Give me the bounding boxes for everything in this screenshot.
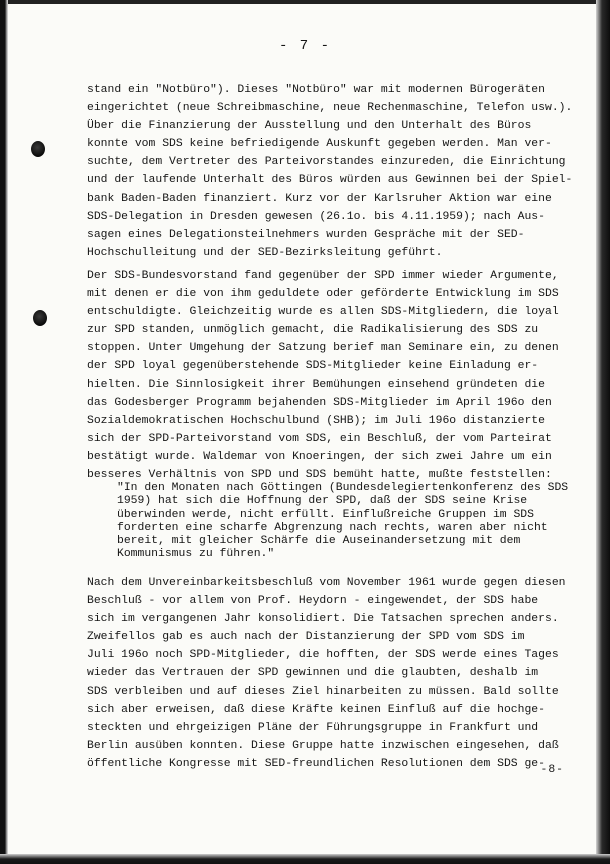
next-page-marker: -8- [540,764,564,776]
text-line: sagen eines Delegationsteilnehmers wurden Gespräche mit der SED- [87,228,525,241]
text-line: eingerichtet (neue Schreibmaschine, neue Rechenmaschine, Telefon usw.). [87,102,573,115]
text-line: zur SPD standen, unmöglich gemacht, die Radikalisierung des SDS zu [87,324,539,337]
text-line: und der laufende Unterhalt des Büros würden aus Gewinnen bei der Spiel- [87,174,573,187]
text-line: SDS verbleiben und auf dieses Ziel hinarbeiten zu müssen. Bald sollte [87,685,559,698]
page-number: - 7 - [278,38,331,54]
punch-hole [31,141,45,157]
text-line: stoppen. Unter Umgehung der Satzung berief man Seminare ein, zu denen [87,342,559,355]
quote-line: 1959) hat sich die Hoffnung der SPD, daß der SDS seine Krise [117,495,528,508]
text-line: Hochschulleitung und der SED-Bezirksleitung geführt. [87,246,443,259]
quote-line: forderten eine scharfe Abgrenzung nach rechts, waren aber nicht [117,521,548,534]
text-line: entschuldigte. Gleichzeitig wurde es allen SDS-Mitgliedern, die loyal [87,306,559,319]
punch-hole [33,310,47,326]
scan-right-edge [596,0,610,864]
text-line: steckten und ehrgeizigen Pläne der Führungsgruppe in Frankfurt und [87,721,539,734]
text-line: wieder das Vertrauen der SPD gewinnen und die glaubten, deshalb im [87,667,539,680]
text-line: hielten. Die Sinnlosigkeit ihrer Bemühungen einsehend gründeten die [87,378,545,391]
text-line: Der SDS-Bundesvorstand fand gegenüber der SPD immer wieder Argumente, [87,270,559,282]
text-line: sich aber erweisen, daß diese Kräfte keinen Einfluß auf die hochge- [87,703,545,716]
scan-top-edge [0,0,610,4]
text-line: Sozialdemokratischen Hochschulbund (SHB); im Juli 196o distanzierte [87,414,545,427]
text-line: stand ein "Notbüro"). Dieses "Notbüro" war mit modernen Bürogeräten [87,84,545,96]
text-line: sich der SPD-Parteivorstand vom SDS, ein Beschluß, der vom Parteirat [87,432,552,445]
text-line: sich im vergangenen Jahr konsolidiert. Die Tatsachen sprechen anders. [87,613,559,626]
scan-left-edge [0,0,8,864]
text-line: bank Baden-Baden finanziert. Kurz vor der Karlsruher Aktion war eine [87,192,552,205]
text-line: mit denen er die von ihm geduldete oder geförderte Entwicklung im SDS [87,288,559,301]
quote-line: bereit, mit gleicher Schärfe die Auseinandersetzung mit dem [117,535,521,548]
text-line: konnte vom SDS keine befriedigende Auskunft gegeben werden. Man ver- [87,138,552,151]
paragraph-1 [87,81,575,262]
text-line: Beschluß - vor allem von Prof. Heydorn - eingewendet, der SDS habe [87,595,539,608]
quote-line: "In den Monaten nach Göttingen (Bundesdelegiertenkonferenz des SDS [117,482,569,494]
paragraph-2 [87,267,575,484]
text-line: bestätigt wurde. Waldemar von Knoeringen, der sich zwei Jahre um ein [87,450,552,463]
text-line: der SPD loyal gegenüberstehende SDS-Mitglieder keine Einladung er- [87,360,539,373]
text-line: suchte, dem Vertreter des Parteivorstandes einzureden, die Einrichtung [87,156,566,169]
block-quote [117,482,583,562]
text-line: Über die Finanzierung der Ausstellung und den Unterhalt des Büros [87,120,532,133]
text-line: Zweifellos gab es auch nach der Distanzierung der SPD vom SDS im [87,631,525,644]
quote-line: Kommunismus zu führen." [117,548,275,561]
text-line: Berlin ausüben konnten. Diese Gruppe hatte inzwischen eingesehen, daß [87,739,559,752]
paragraph-3 [87,574,575,773]
quote-line: überwinden werde, nicht erfüllt. Einflußreiche Gruppen im SDS [117,508,534,521]
text-line: Juli 196o noch SPD-Mitglieder, die hofften, der SDS werde eines Tages [87,649,559,662]
text-line: öffentliche Kongresse mit SED-freundlichen Resolutionen dem SDS ge- [87,757,545,770]
text-line: Nach dem Unvereinbarkeitsbeschluß vom November 1961 wurde gegen diesen [87,577,566,589]
text-line: das Godesberger Programm bejahenden SDS-Mitglieder im April 196o den [87,396,552,409]
scan-bottom-edge [0,854,610,864]
text-line: SDS-Delegation in Dresden gewesen (26.1o. bis 4.11.1959); nach Aus- [87,210,545,223]
text-line: besseres Verhältnis von SPD und SDS bemüht hatte, mußte feststellen: [87,469,552,482]
